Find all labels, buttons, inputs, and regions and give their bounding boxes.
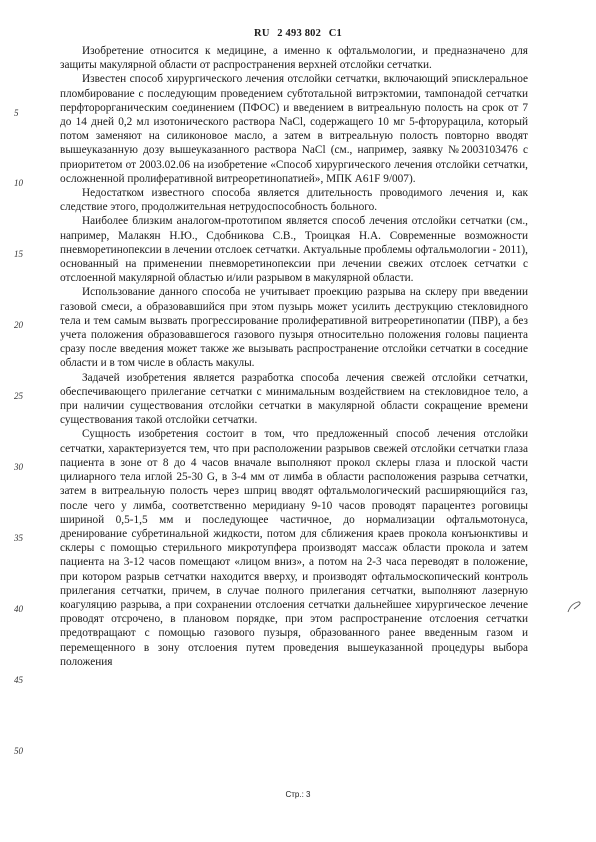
patent-number: 2 493 802	[277, 28, 322, 39]
line-number: 5	[14, 108, 19, 118]
patent-header	[0, 28, 596, 39]
margin-pencil-mark	[566, 600, 584, 614]
paragraph-drawback: Недостатком известного способа является длительность проводимого лечения и, как следствие этого, продолжительная нетрудоспособность больного.	[60, 187, 528, 214]
line-number: 35	[14, 533, 23, 543]
line-number: 10	[14, 178, 23, 188]
paragraph-prototype: Наиболее близким аналогом-прототипом является способ лечения отслойки сетчатки (см., например, Малакян Н.Ю., Сдобникова С.В., Троицкая Н.А. Современные возможности пневморетинопексии в лечении отслоек сетчатки. Актуальные проблемы офтальмологии - 2011), основанный на применении пневморетинопексии при лечении свежих отслоек сетчатки с отслоенной макулярной областью и/или разрывом в макулярной области.	[60, 215, 528, 285]
country-code: RU	[254, 28, 270, 39]
line-number: 25	[14, 391, 23, 401]
line-number: 50	[14, 746, 23, 756]
paragraph-objective: Задачей изобретения является разработка способа лечения свежей отслойки сетчатки, обеспечивающего прилегание сетчатки с минимальным воздействием на стекловидное тело, а при наличии существования отслойки сетчатки в макулярной области сокращение времени существования такой отслойки сетчатки.	[60, 371, 528, 427]
line-number: 15	[14, 249, 23, 259]
page-footer: Стр.: 3	[285, 790, 311, 799]
paragraph-field: Изобретение относится к медицине, а именно к офтальмологии, и предназначено для защиты макулярной области от распространения верхней отслойки сетчатки.	[60, 45, 528, 72]
document-kind: C1	[328, 28, 342, 39]
line-number: 30	[14, 462, 23, 472]
patent-body	[60, 44, 528, 669]
paragraph-prototype-drawback: Использование данного способа не учитывает проекцию разрыва на склеру при введении газовой смеси, а образовавшийся при этом пузырь может усилить деструкцию стекловидного тела и тем самым вызвать прогрессирование пролиферативной витреоретинопатии (ПВР), а без учета положения образовавшегося газового пузыря относительно положения головы пациента сразу после введения может также же вызывать распространение отслойки сетчатки в соседние области и в том числе в область макулы.	[60, 286, 528, 370]
line-number: 20	[14, 320, 23, 330]
line-number: 40	[14, 604, 23, 614]
line-number: 45	[14, 675, 23, 685]
paragraph-prior-art: Известен способ хирургического лечения отслойки сетчатки, включающий эписклеральное пломбирование с последующим проведением субтотальной витрэктомии, тампонадой сетчатки перфторорганическим соединением (ПФОС) и введением в витреальную полость на срок от 7 до 14 дней 0,2 мл изотонического раствора NaCl, содержащего 10 мг 5-фторурацила, который потом заменяют на силиконовое масло, а затем в витреальную полость повторно вводят вышеуказанную дозу вышеуказанного раствора NaCl (см., например, заявку №2003103476 с приоритетом от 2003.02.06 на изобретение «Способ хирургического лечения отслойки сетчатки, осложненной пролиферативной витреоретинопатией», МПК A61F 9/007).	[60, 73, 528, 185]
paragraph-essence: Сущность изобретения состоит в том, что предложенный способ лечения отслойки сетчатки, характеризуется тем, что при расположении разрывов свежей отслойки сетчатки глаза пациента в зоне от 8 до 4 часов вначале выполняют прокол склеры глаза и плоской части цилиарного тела иглой 25-30 G, в 3-4 мм от лимба в области расположения разрыва сетчатки, затем в витреальную полость через шприц вводят офтальмологический расширяющийся газ, после чего у лимба, соответственно меридиану 9-10 часов проводят парацентез роговицы шириной 0,5-1,5 мм и последующее частичное, до нормализации офтальмотонуса, дренирование субретинальной жидкости, потом для сближения краев прокола конъюнктивы и склеры с помощью стерильного микротупфера производят массаж области прокола и затем пациента на 3-12 часов помещают «лицом вниз», а потом на 2-3 часа переводят в положение, при котором разрыв сетчатки находится вверху, и производят офтальмоскопический контроль прилегания сетчатки, причем, в случае полного прилегания сетчатки, выполняют лазерную коагуляцию разрыва, а при сохранении отслоения сетчатки дальнейшее хирургическое лечение проводят отсрочено, в плановом порядке, при этом распространение отслоения сетчатки предотвращают с помощью газового пузыря, образованного ранее введенным газом и перемещенного в зону отслоения путем проведения вышеуказанной процедуры выбора положения	[60, 428, 528, 668]
